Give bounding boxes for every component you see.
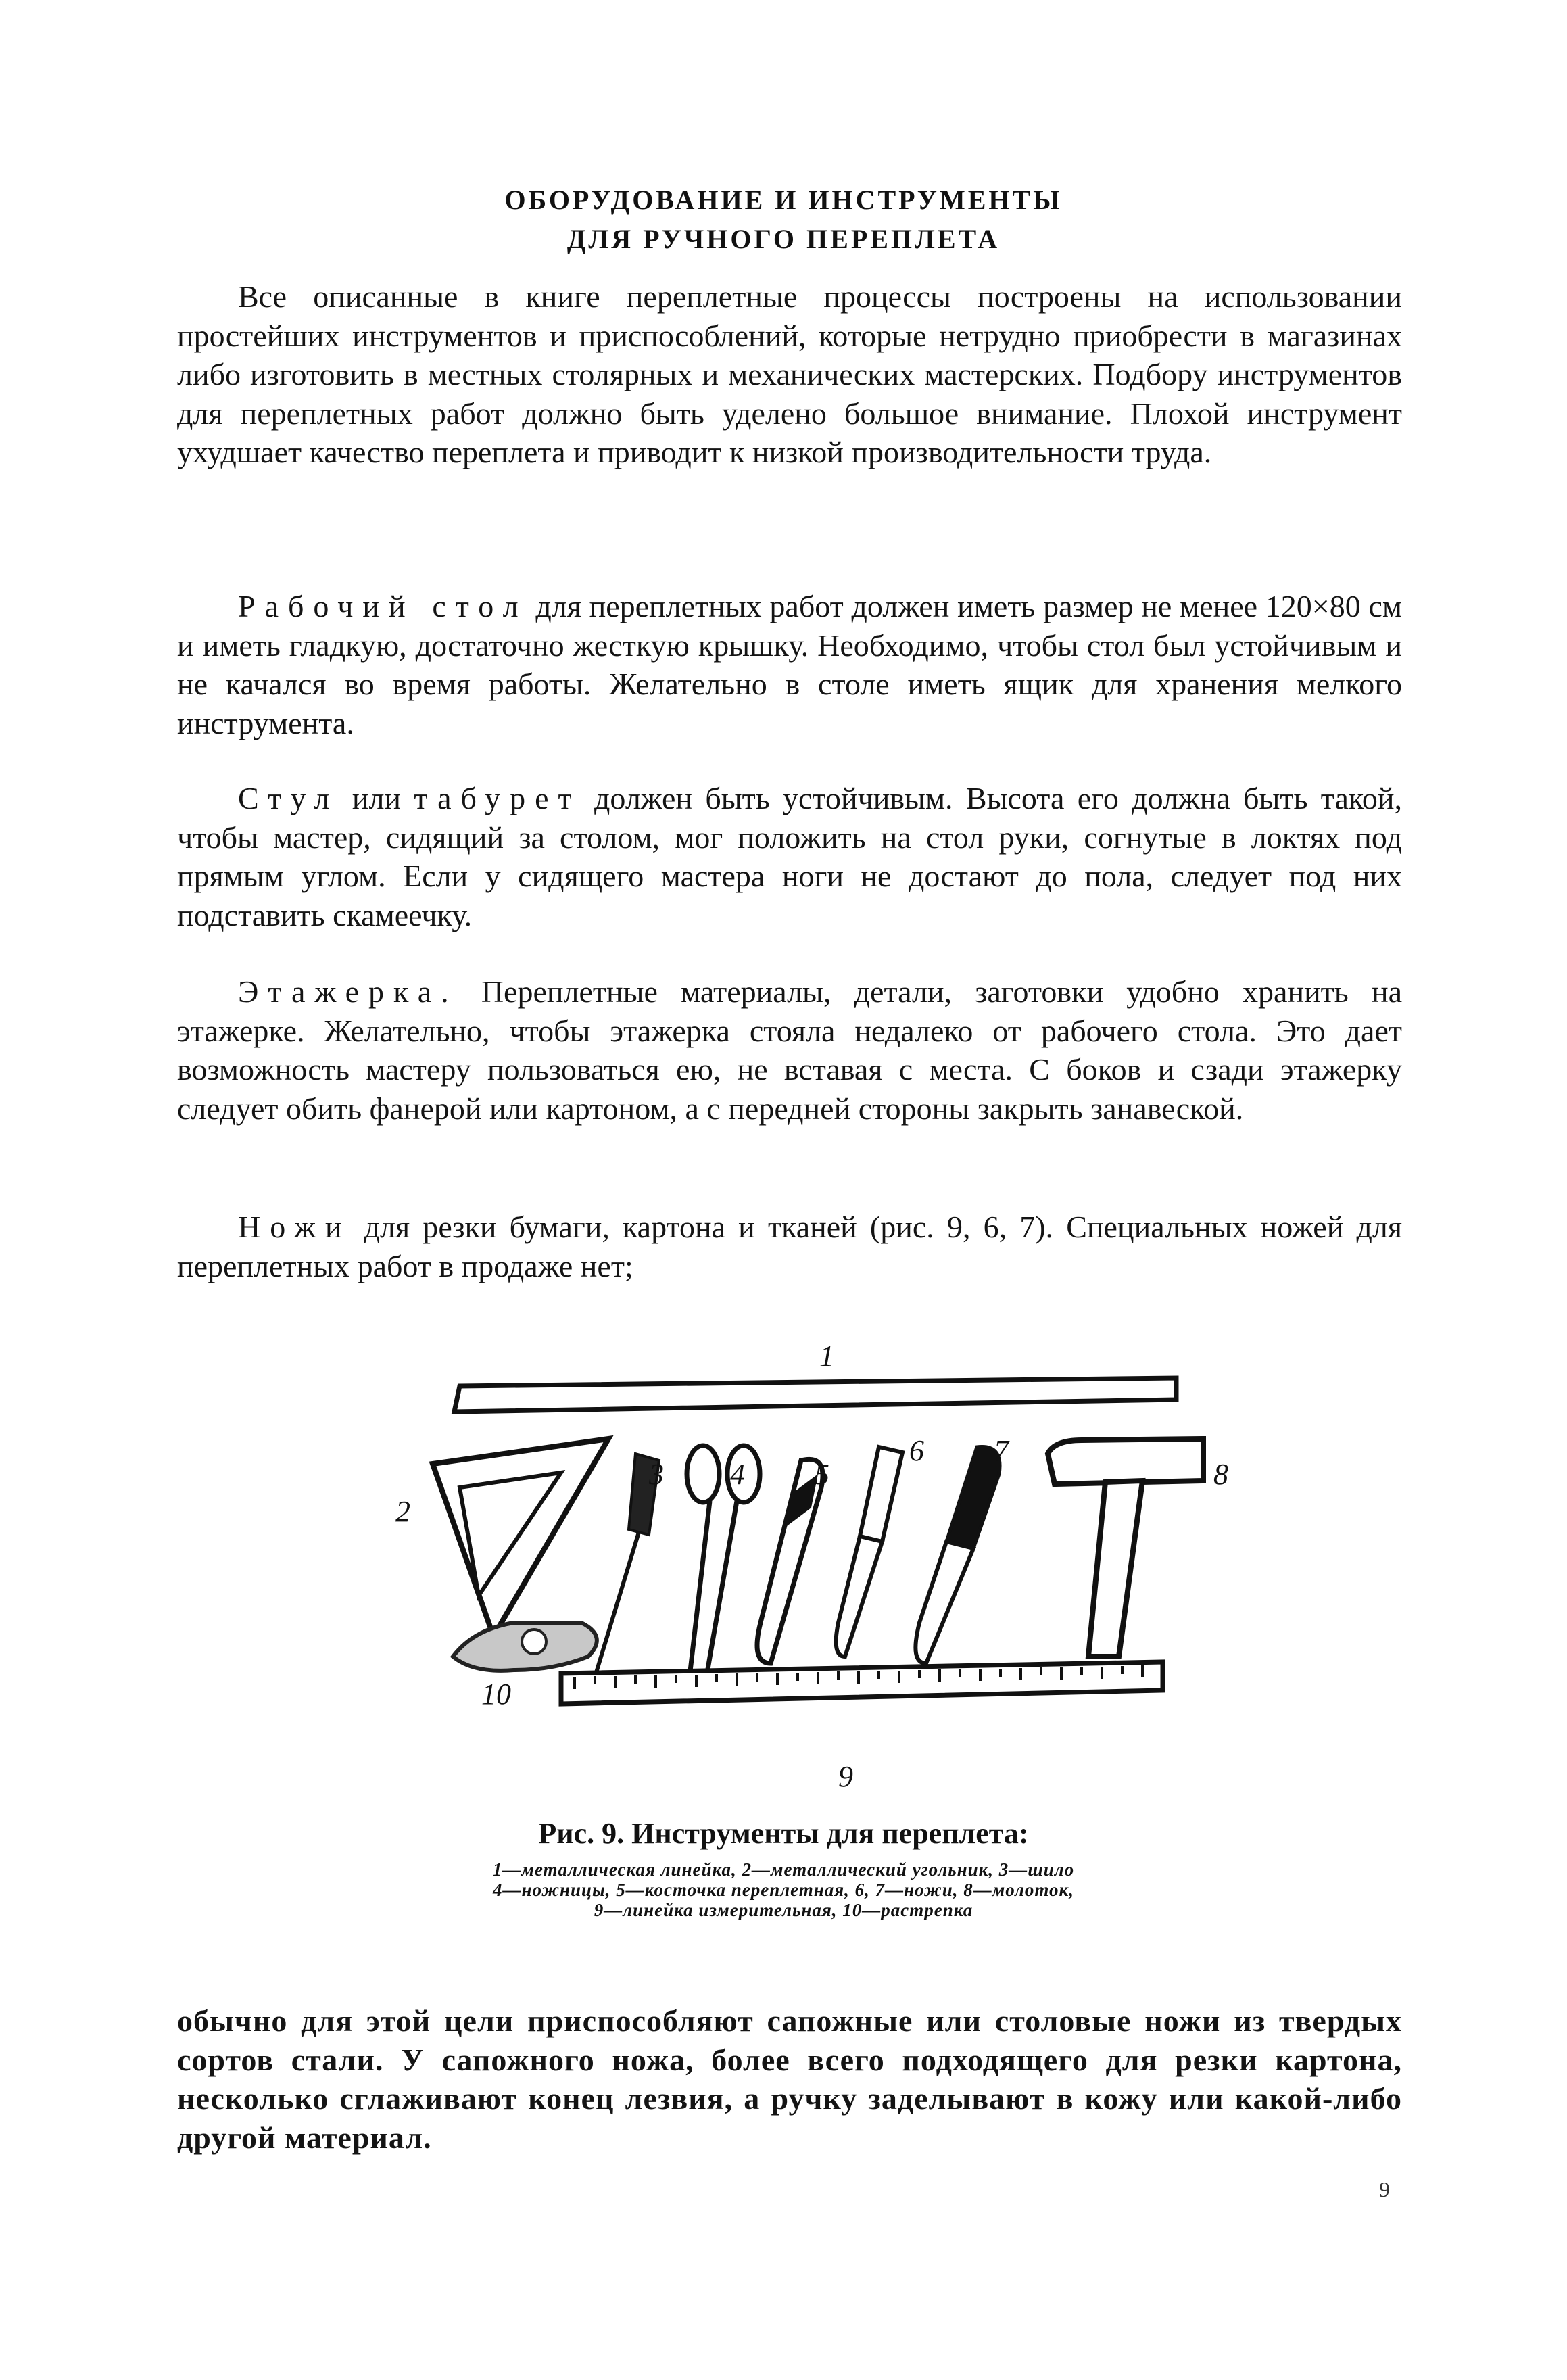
page-number: 9 xyxy=(1379,2177,1390,2202)
metal-ruler-drawing xyxy=(454,1378,1176,1412)
figure-caption-line-2: 4—ножницы, 5—косточка переплетная, 6, 7—ножи, 8—молоток, xyxy=(493,1880,1074,1900)
knives-paragraph xyxy=(177,1208,1402,1285)
scissors-drawing xyxy=(687,1446,760,1677)
desk-text: для переплетных работ должен иметь размер не менее 120×80 см и иметь гладкую, достаточно жесткую крышку. Необходимо, чтобы стол был устойчивым и не качался во время работы. Желательно в столе иметь ящик для хранения мелкого инструмента. xyxy=(177,589,1402,740)
figure-label-6: 6 xyxy=(909,1434,924,1467)
shelf-paragraph xyxy=(177,972,1402,1128)
figure-caption-line-3: 9—линейка измерительная, 10—растрепка xyxy=(594,1900,973,1920)
figure-label-7: 7 xyxy=(994,1434,1009,1467)
figure-label-9: 9 xyxy=(838,1760,853,1793)
measuring-ruler-drawing xyxy=(561,1662,1163,1704)
continuation-paragraph: обычно для этой цели приспособляют сапожные или столовые ножи из твердых сортов стали. У сапожного ножа, более всего подходящего для резки картона, несколько сглаживают конец лезвия, а ручку заделывают в кожу или какой-либо другой материал. xyxy=(177,2003,1402,2155)
chapter-title-line-2: ДЛЯ РУЧНОГО ПЕРЕПЛЕТА xyxy=(566,224,1001,254)
bone-folder-drawing xyxy=(757,1459,823,1663)
shelf-term: Этажерка. xyxy=(238,974,458,1009)
chair-paragraph xyxy=(177,779,1402,934)
tools-figure xyxy=(0,1339,1567,1799)
chair-text: должен быть устойчивым. Высота его должна быть такой, чтобы мастер, сидящий за столом, мог положить на стол руки, согнутые в локтях под прямым углом. Если у сидящего мастера ноги не достают до пола, следует под них подставить скамеечку. xyxy=(177,781,1403,932)
figure-label-4: 4 xyxy=(730,1458,745,1491)
set-square-drawing xyxy=(433,1439,608,1636)
figure-label-8: 8 xyxy=(1213,1458,1228,1491)
desk-paragraph xyxy=(177,587,1402,742)
shelf-text: Переплетные материалы, детали, заготовки удобно хранить на этажерке. Желательно, чтобы этажерка стояла недалеко от рабочего стола. Это дает возможность мастеру пользоваться ею, не вставая с места. С боков и сзади этажерку следует обить фанерой или картоном, а с передней стороны закрыть занавеской. xyxy=(177,974,1402,1126)
tools-illustration xyxy=(0,1339,1567,1799)
figure-label-5: 5 xyxy=(815,1458,829,1491)
chair-term: Стул xyxy=(238,781,339,815)
intro-paragraph: Все описанные в книге переплетные процессы построены на использовании простейших инструментов и приспособлений, которые нетрудно приобрести в магазинах либо изготовить в местных столярных и механических мастерских. Подбору инструментов для переплетных работ должно быть уделено большое внимание. Плохой инструмент ухудшает качество переплета и приводит к низкой производительности труда. xyxy=(177,279,1402,469)
figure-label-10: 10 xyxy=(481,1677,511,1711)
desk-term: Рабочий стол xyxy=(238,589,528,623)
rastrepka-drawing xyxy=(453,1623,597,1671)
knives-term: Ножи xyxy=(238,1210,352,1244)
knife-7-drawing xyxy=(915,1447,1000,1664)
chair-or: или xyxy=(352,781,402,815)
figure-label-1: 1 xyxy=(819,1339,834,1373)
figure-caption-title: Рис. 9. Инструменты для переплета: xyxy=(538,1817,1029,1850)
figure-label-3: 3 xyxy=(649,1458,664,1491)
figure-caption-line-1: 1—металлическая линейка, 2—металлический угольник, 3—шило xyxy=(492,1859,1075,1880)
knives-text: для резки бумаги, картона и тканей (рис. 9, 6, 7). Специальных ножей для переплетных работ в продаже нет; xyxy=(177,1210,1402,1283)
hammer-drawing xyxy=(1048,1439,1203,1657)
chapter-title-line-1: ОБОРУДОВАНИЕ И ИНСТРУМЕНТЫ xyxy=(504,185,1063,215)
figure-label-2: 2 xyxy=(395,1495,410,1528)
stool-term: табурет xyxy=(414,781,581,815)
knife-6-drawing xyxy=(836,1447,902,1657)
